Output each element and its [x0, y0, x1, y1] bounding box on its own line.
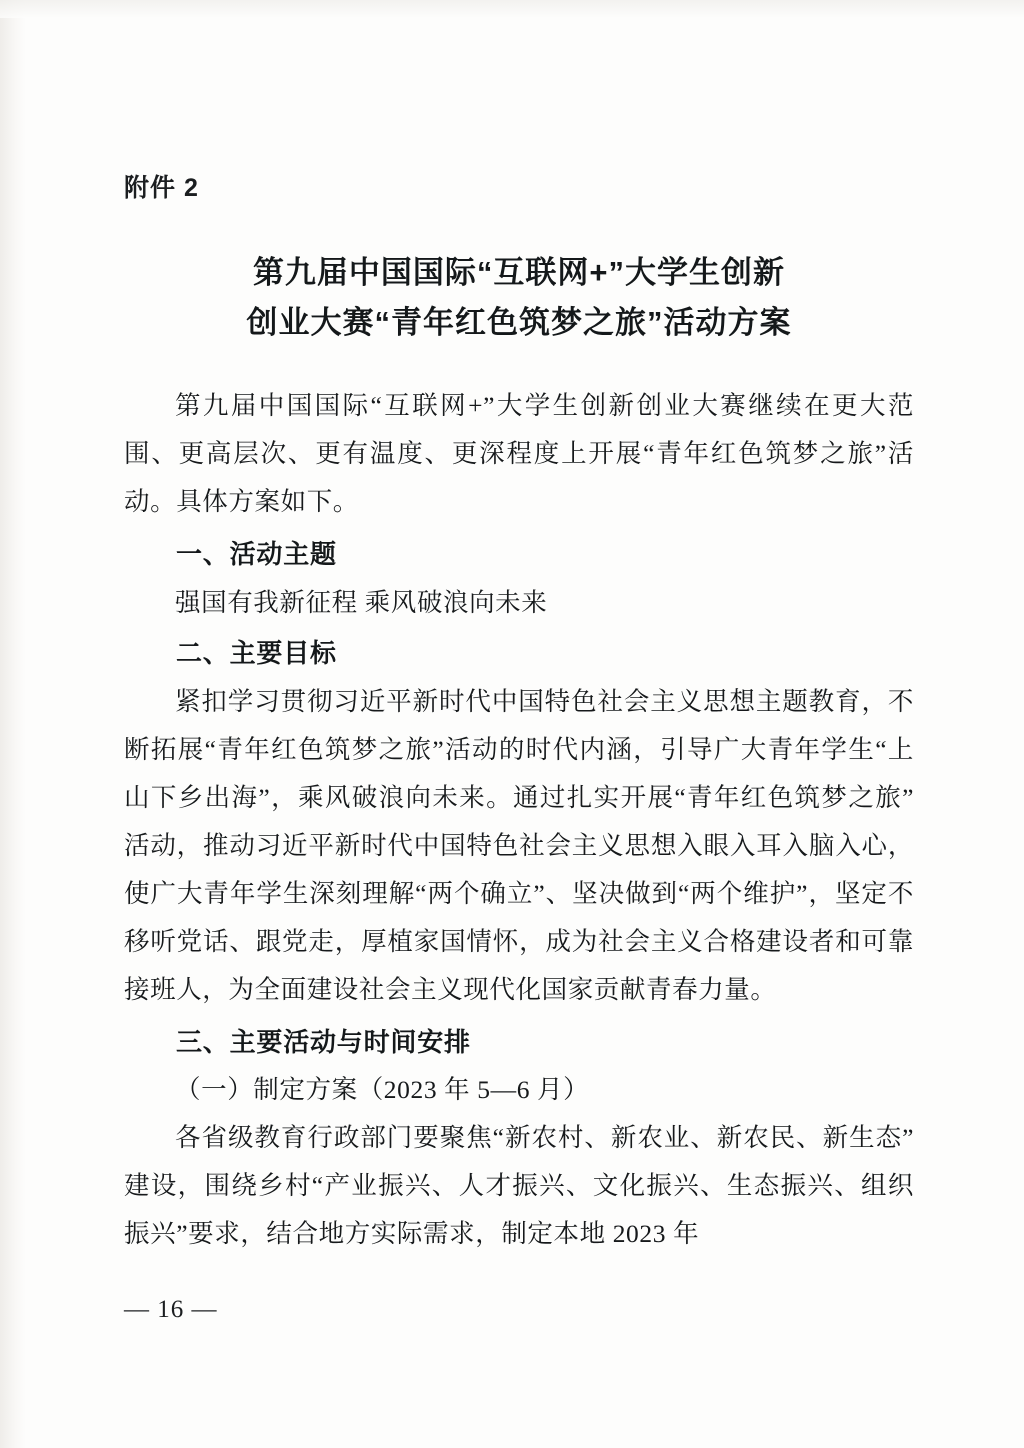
- scan-edge-left: [0, 0, 26, 1448]
- section-heading-main-goals: 二、主要目标: [176, 638, 337, 669]
- main-goals-paragraph: 紧扣学习贯彻习近平新时代中国特色社会主义思想主题教育，不断拓展“青年红色筑梦之旅”活动的时代内涵，引导广大青年学生“上山下乡出海”，乘风破浪向未来。通过扎实开展“青年红色筑梦之旅”活动，推动习近平新时代中国特色社会主义思想入眼入耳入脑入心，使广大青年学生深刻理解“两个确立”、坚决做到“两个维护”，坚定不移听党话、跟党走，厚植家国情怀，成为社会主义合格建设者和可靠接班人，为全面建设社会主义现代化国家贡献青春力量。: [124, 686, 914, 1004]
- intro-paragraph: 第九届中国国际“互联网+”大学生创新创业大赛继续在更大范围、更高层次、更有温度、更深程度上开展“青年红色筑梦之旅”活动。具体方案如下。: [124, 391, 914, 517]
- scan-edge-top: [0, 0, 1024, 18]
- plan-making-paragraph: 各省级教育行政部门要聚焦“新农村、新农业、新农民、新生态”建设，围绕乡村“产业振兴、人才振兴、文化振兴、生态振兴、组织振兴”要求，结合地方实际需求，制定本地 2023 年: [124, 1123, 914, 1249]
- section-heading-activities-schedule: 三、主要活动与时间安排: [176, 1026, 471, 1057]
- attachment-label: 附件 2: [124, 174, 199, 202]
- activity-theme-line: 强国有我新征程 乘风破浪向未来: [175, 588, 548, 618]
- page-number: — 16 —: [124, 1296, 218, 1323]
- subsection-heading-plan-making: （一）制定方案（2023 年 5—6 月）: [175, 1075, 590, 1105]
- document-content: [124, 168, 914, 1262]
- page-title: [159, 248, 879, 348]
- section-heading-activity-theme: 一、活动主题: [176, 539, 337, 570]
- page-title-line-1: 第九届中国国际“互联网+”大学生创新: [252, 255, 786, 290]
- page-title-line-2: 创业大赛“青年红色筑梦之旅”活动方案: [246, 305, 792, 341]
